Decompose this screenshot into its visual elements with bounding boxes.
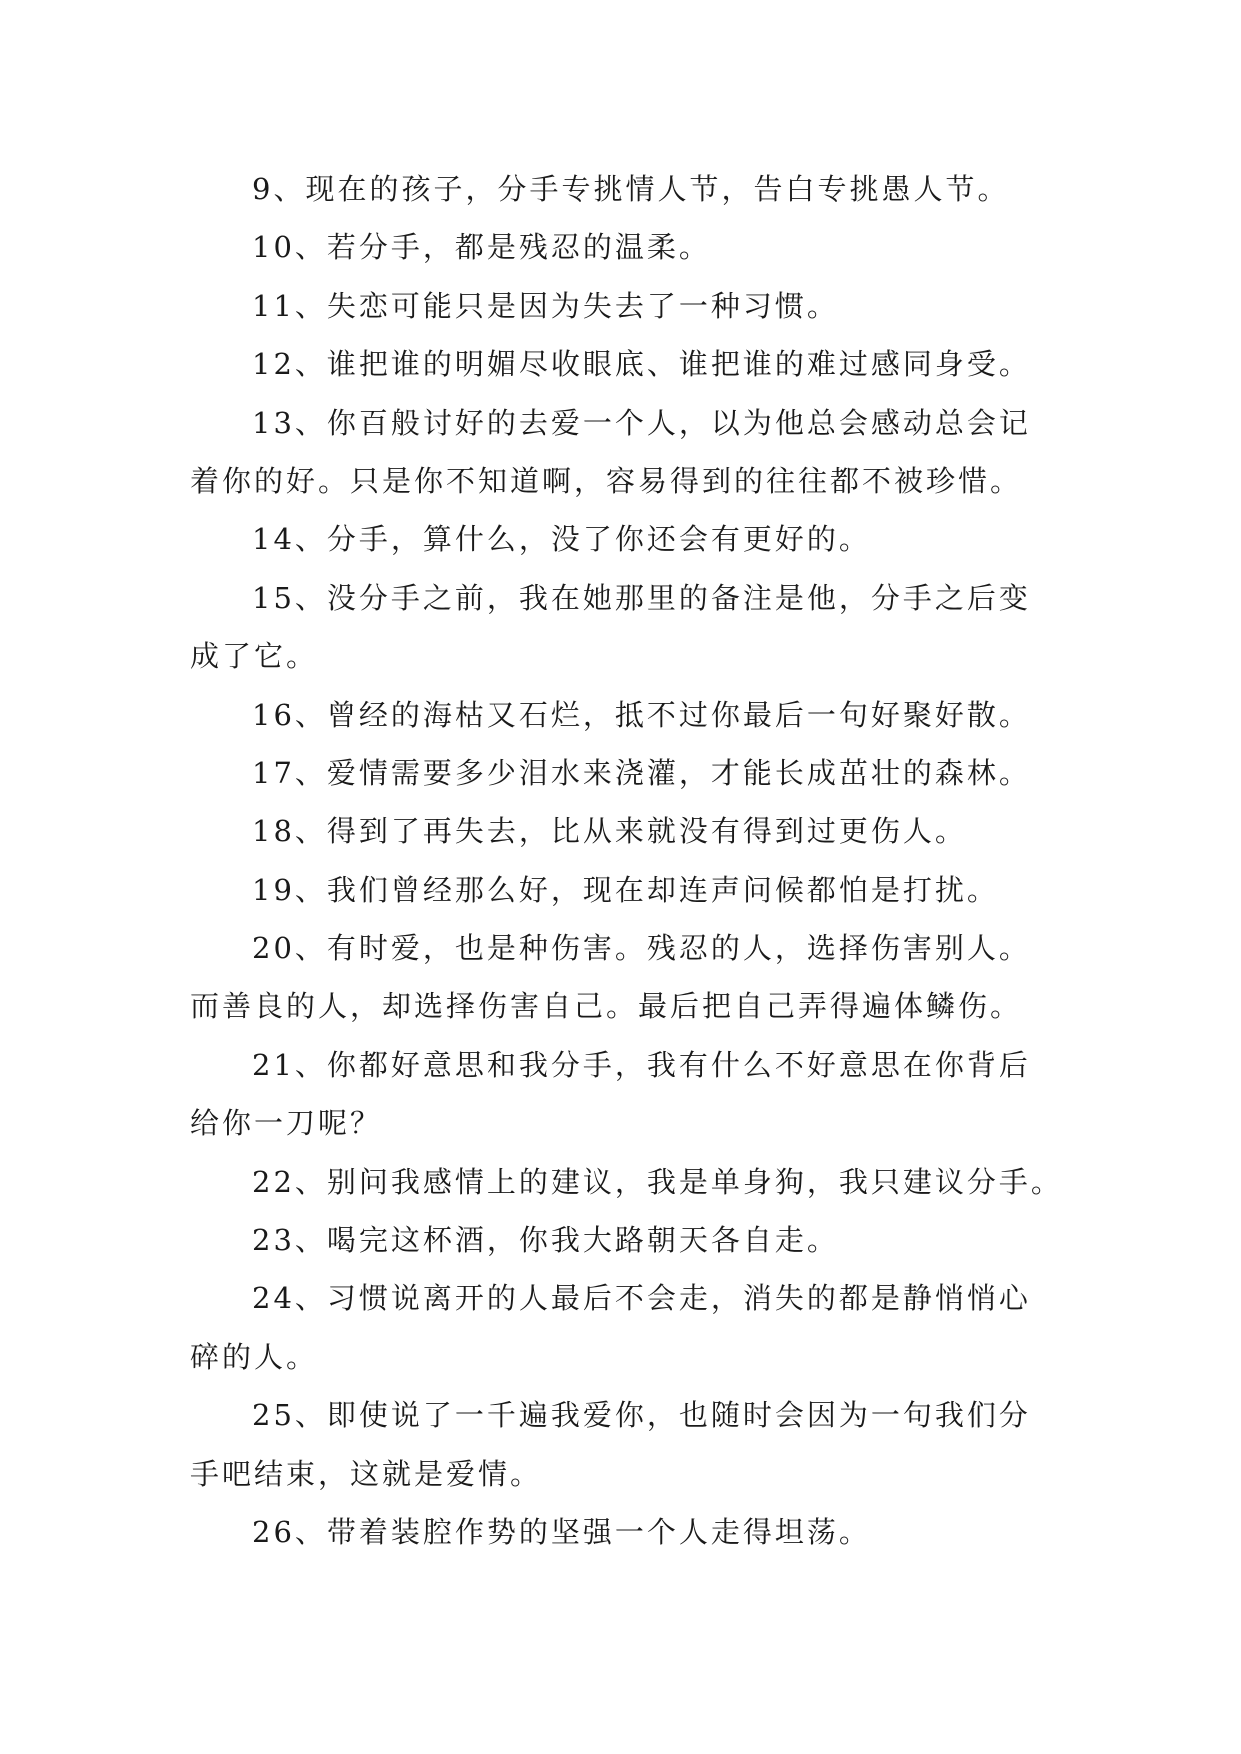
text-line: 碎的人。 (190, 1339, 319, 1374)
text-line: 着你的好。只是你不知道啊，容易得到的往往都不被珍惜。 (190, 463, 1023, 498)
text-line: 16、曾经的海枯又石烂，抵不过你最后一句好聚好散。 (252, 697, 1031, 732)
text-line: 12、谁把谁的明媚尽收眼底、谁把谁的难过感同身受。 (252, 347, 1031, 382)
text-line: 23、喝完这杯酒，你我大路朝天各自走。 (252, 1223, 839, 1258)
text-line: 9、现在的孩子，分手专挑情人节，告白专挑愚人节。 (252, 172, 1010, 206)
text-line: 手吧结束，这就是爱情。 (190, 1456, 543, 1491)
text-line: 成了它。 (190, 639, 319, 674)
text-line: 而善良的人，却选择伤害自己。最后把自己弄得遍体鳞伤。 (190, 989, 1023, 1024)
text-line: 13、你百般讨好的去爱一个人，以为他总会感动总会记 (252, 405, 1031, 440)
text-line: 11、失恋可能只是因为失去了一种习惯。 (252, 288, 839, 323)
text-line: 10、若分手，都是残忍的温柔。 (252, 230, 711, 265)
text-line: 26、带着装腔作势的坚强一个人走得坦荡。 (252, 1514, 871, 1549)
text-line: 25、即使说了一千遍我爱你，也随时会因为一句我们分 (252, 1398, 1031, 1433)
text-line: 18、得到了再失去，比从来就没有得到过更伤人。 (252, 814, 967, 849)
text-line: 19、我们曾经那么好，现在却连声问候都怕是打扰。 (252, 872, 999, 907)
text-line: 17、爱情需要多少泪水来浇灌，才能长成茁壮的森林。 (252, 755, 1031, 790)
text-line: 给你一刀呢？ (190, 1106, 383, 1141)
text-line: 14、分手，算什么，没了你还会有更好的。 (252, 522, 871, 557)
text-line: 21、你都好意思和我分手，我有什么不好意思在你背后 (252, 1047, 1031, 1082)
text-line: 22、别问我感情上的建议，我是单身狗，我只建议分手。 (252, 1164, 1063, 1199)
text-line: 15、没分手之前，我在她那里的备注是他，分手之后变 (252, 580, 1031, 615)
text-line: 24、习惯说离开的人最后不会走，消失的都是静悄悄心 (252, 1281, 1031, 1316)
text-line: 20、有时爱，也是种伤害。残忍的人，选择伤害别人。 (252, 931, 1031, 966)
document-body (190, 160, 1070, 1561)
